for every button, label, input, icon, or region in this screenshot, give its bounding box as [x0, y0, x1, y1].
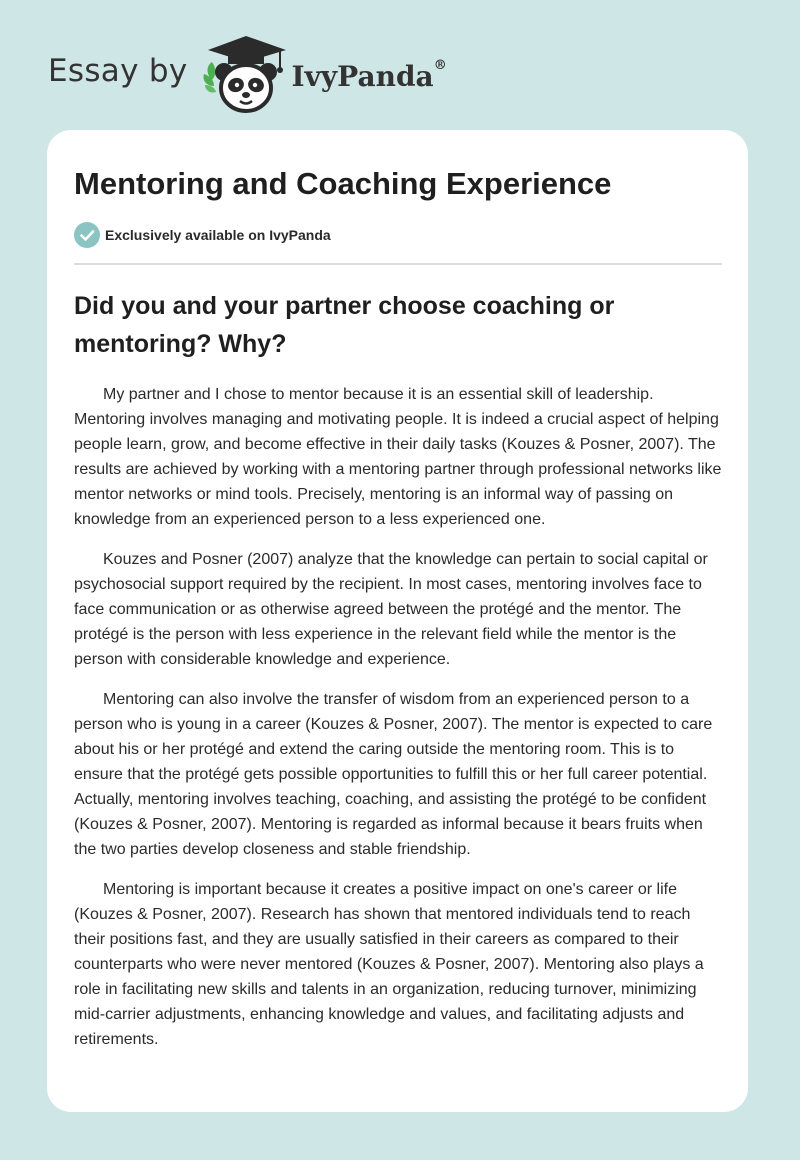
- paragraph-1: My partner and I chose to mentor because it is an essential skill of leadership. Mentoring involves managing and motivating people. It is indeed a crucial aspect of helping people learn, grow, and become effective in their daily tasks (Kouzes & Posner, 2007). The results are achieved by working with a mentoring partner through professional networks like mentor networks or mind tools. Precisely, mentoring is an informal way of passing on knowledge from an experienced person to a less experienced one.: [74, 386, 722, 528]
- page-title: Mentoring and Coaching Experience: [74, 166, 612, 201]
- check-circle-icon: [74, 222, 100, 248]
- essay-body: [74, 382, 722, 1052]
- essay-card: [47, 130, 748, 1112]
- paragraph-3: Mentoring can also involve the transfer of wisdom from an experienced person to a person who is young in a career (Kouzes & Posner, 2007). The mentor is expected to care about his or her protégé and extend the caring outside the mentoring room. This is to ensure that the protégé gets possible opportunities to fulfill this or her full career potential. Actually, mentoring involves teaching, coaching, and assisting the protégé to be confident (Kouzes & Posner, 2007). Mentoring is regarded as informal because it bears fruits when the two parties develop closeness and stable friendship.: [74, 691, 713, 858]
- paragraph-2: Kouzes and Posner (2007) analyze that the knowledge can pertain to social capital or psychosocial support required by the recipient. In most cases, mentoring involves face to face communication or as otherwise agreed between the protégé and the mentor. The protégé is the person with less experience in the relevant field while the mentor is the person with considerable knowledge and experience.: [74, 551, 708, 668]
- title-divider: [74, 263, 722, 265]
- essay-by-label: Essay by: [48, 53, 188, 89]
- site-header: [48, 28, 447, 118]
- registered-mark: ®: [433, 57, 447, 73]
- paragraph-4: Mentoring is important because it creates a positive impact on one's career or life (Kouzes & Posner, 2007). Research has shown that mentored individuals tend to reach their positions fast, and they are usually satisfied in their careers as compared to their counterparts who were never mentored (Kouzes & Posner, 2007). Mentoring also plays a role in facilitating new skills and talents in an organization, reducing turnover, minimizing mid-carrier adjustments, enhancing knowledge and values, and facilitating adjusts and retirements.: [74, 881, 704, 1048]
- exclusive-label: Exclusively available on IvyPanda: [105, 227, 331, 243]
- section-heading: Did you and your partner choose coaching or mentoring? Why?: [74, 292, 615, 358]
- exclusive-badge: [74, 222, 722, 248]
- panda-graduate-icon[interactable]: [202, 28, 290, 118]
- brand-name[interactable]: IvyPanda®: [291, 57, 447, 93]
